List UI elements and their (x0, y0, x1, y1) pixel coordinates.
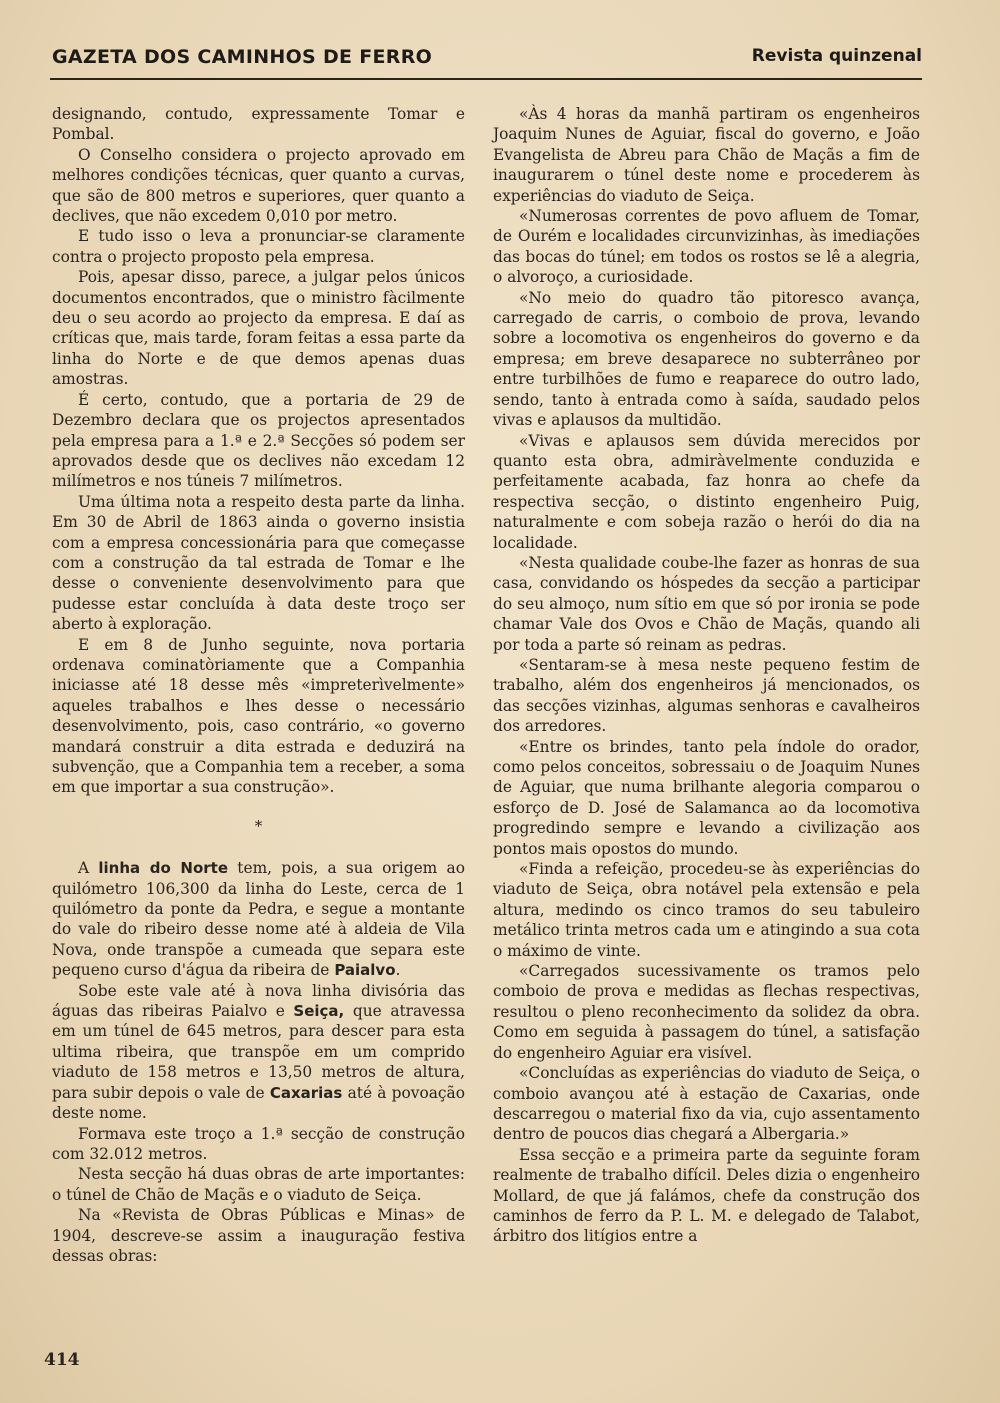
paragraph: E em 8 de Junho seguinte, nova portaria ordenava cominatòriamente que a Companhia iniciasse até 18 desse mês «impreterìvelmente» aqueles trabalhos e lhes desse o necessário desenvolvimento, pois, caso contrário, «o governo mandará construir a dita estrada e deduzirá na subvenção, que a Companhia tem a receber, a soma em que importar a sua construção». (52, 635, 465, 797)
paragraph: «Entre os brindes, tanto pela índole do orador, como pelos conceitos, sobressaiu o de Joaquim Nunes de Aguiar, que numa brilhante alegoria comparou o esforço de D. José de Salamanca ao da locomotiva progredindo sempre e levando a civilização aos pontos mais opostos do mundo. (493, 737, 920, 858)
paragraph: «Numerosas correntes de povo afluem de Tomar, de Ourém e localidades circunvizinhas, às imediações das bocas do túnel; em todos os rostos se lê a alegria, o alvoroço, a curiosidade. (493, 207, 920, 287)
paragraph: «Sentaram-se à mesa neste pequeno festim de trabalho, além dos engenheiros já mencionados, os das secções vizinhas, algumas senhoras e cavalheiros dos arredores. (493, 655, 920, 736)
paragraph: «Carregados sucessivamente os tramos pelo comboio de prova e medidas as flechas respectivas, resultou o pleno reconhecimento da solidez da obra. Como em seguida à passagem do túnel, a satisfação do engenheiro Aguiar era visível. (493, 962, 920, 1062)
paragraph: Essa secção e a primeira parte da seguinte foram realmente de trabalho difícil. Deles dizia o engenheiro Mollard, de que já falámos, chefe da construção dos caminhos de ferro da P. L. M. e delegado de Talabot, árbitro dos litígios entre a (493, 1145, 920, 1246)
paragraph: designando, contudo, expressamente Tomar e Pombal. (52, 105, 465, 144)
page-number: 414 (44, 1350, 80, 1370)
paragraph: A linha do Norte tem, pois, a sua origem ao quilómetro 106,300 da linha do Leste, cerca de 1 quilómetro da ponte da Pedra, e segue a montante do vale do ribeiro desse nome até à aldeia de Vila Nova, onde transpõe a cumeada que separa este pequeno curso d'água da ribeira de Paialvo. (52, 859, 465, 980)
bold-term: Seiça, (293, 1002, 345, 1021)
paragraph: «Nesta qualidade coube-lhe fazer as honras de sua casa, convidando os hóspedes da secção a participar do seu almoço, num sítio em que só por ironia se pode chamar Vale dos Ovos e Chão de Maçãs, quando ali por toda a parte só reinam as pedras. (493, 553, 920, 654)
section-separator: * (254, 816, 263, 835)
paragraph: Nesta secção há duas obras de arte importantes: o túnel de Chão de Maçãs e o viaduto de Seiça. (52, 1165, 465, 1204)
paragraph: É certo, contudo, que a portaria de 29 de Dezembro declara que os projectos apresentados pela empresa para a 1.ª e 2.ª Secções só podem ser aprovados desde que os declives não excedam 12 milímetros e nos túneis 7 milímetros. (52, 390, 465, 491)
paragraph: Pois, apesar disso, parece, a julgar pelos únicos documentos encontrados, que o ministro fàcilmente deu o seu acordo ao projecto da empresa. E daí as críticas que, mais tarde, foram feitas a essa parte da linha do Norte e de que demos apenas duas amostras. (52, 268, 465, 389)
page-header (50, 42, 922, 80)
paragraph: «Às 4 horas da manhã partiram os engenheiros Joaquim Nunes de Aguiar, fiscal do governo, e João Evangelista de Abreu para Chão de Maçãs a fim de inaugurarem o túnel deste nome e procederem às experiências do viaduto de Seiça. (493, 105, 920, 205)
paragraph: E tudo isso o leva a pronunciar-se claramente contra o projecto proposto pela empresa. (52, 227, 465, 266)
paragraph: Na «Revista de Obras Públicas e Minas» de 1904, descreve-se assim a inauguração festiva dessas obras: (52, 1206, 465, 1265)
paragraph: «Vivas e aplausos sem dúvida merecidos por quanto esta obra, admiràvelmente conduzida e perfeitamente acabada, faz honra ao chefe da respectiva secção, o distinto engenheiro Puig, naturalmente e com sobeja razão o herói do dia na localidade. (493, 431, 920, 552)
journal-title: GAZETA DOS CAMINHOS DE FERRO (52, 46, 433, 68)
paragraph: «No meio do quadro tão pitoresco avança, carregado de carris, o comboio de prova, levando sobre a locomotiva os engenheiros do governo e da empresa; em breve desaparece no subterrâneo por entre turbilhões de fumo e reaparece do outro lado, sendo, tanto à entrada como à saída, saudado pelos vivas e aplausos da multidão. (493, 288, 920, 430)
journal-subtitle: Revista quinzenal (751, 46, 922, 66)
right-column (493, 104, 920, 1247)
paragraph: «Finda a refeição, procedeu-se às experiências do viaduto de Seiça, obra notável pela extensão e pela altura, medindo os cinco tramos do seu tabuleiro metálico trinta metros cada um e atingindo a sua cota o máximo de vinte. (493, 860, 920, 960)
bold-term: Paialvo (334, 961, 396, 980)
bold-term: Caxarias (269, 1083, 343, 1102)
paragraph: Sobe este vale até à nova linha divisória das águas das ribeiras Paialvo e Seiça, que atravessa em um túnel de 645 metros, para descer para esta ultima ribeira, que transpõe em um comprido viaduto de 158 metros e 13,50 metros de altura, para subir depois o vale de Caxarias até à povoação deste nome. (52, 981, 465, 1123)
paragraph: Uma última nota a respeito desta parte da linha. Em 30 de Abril de 1863 ainda o governo insistia com a empresa concessionária para que começasse com a construção da tal estrada de Tomar e lhe desse o conveniente desenvolvimento para que pudesse estar concluída à data deste troço ser aberto à exploração. (52, 492, 465, 634)
paragraph: O Conselho considera o projecto aprovado em melhores condições técnicas, quer quanto a curvas, que são de 800 metros e superiores, quer quanto a declives, que não excedem 0,010 por metro. (52, 145, 465, 226)
left-column (52, 104, 465, 1266)
paragraph: Formava este troço a 1.ª secção de construção com 32.012 metros. (52, 1124, 465, 1163)
bold-term: linha do Norte (98, 859, 229, 878)
paragraph: «Concluídas as experiências do viaduto de Seiça, o comboio avançou até à estação de Caxarias, onde descarregou o material fixo da via, cujo assentamento dentro de poucos dias chegará a Albergaria.» (493, 1064, 920, 1144)
